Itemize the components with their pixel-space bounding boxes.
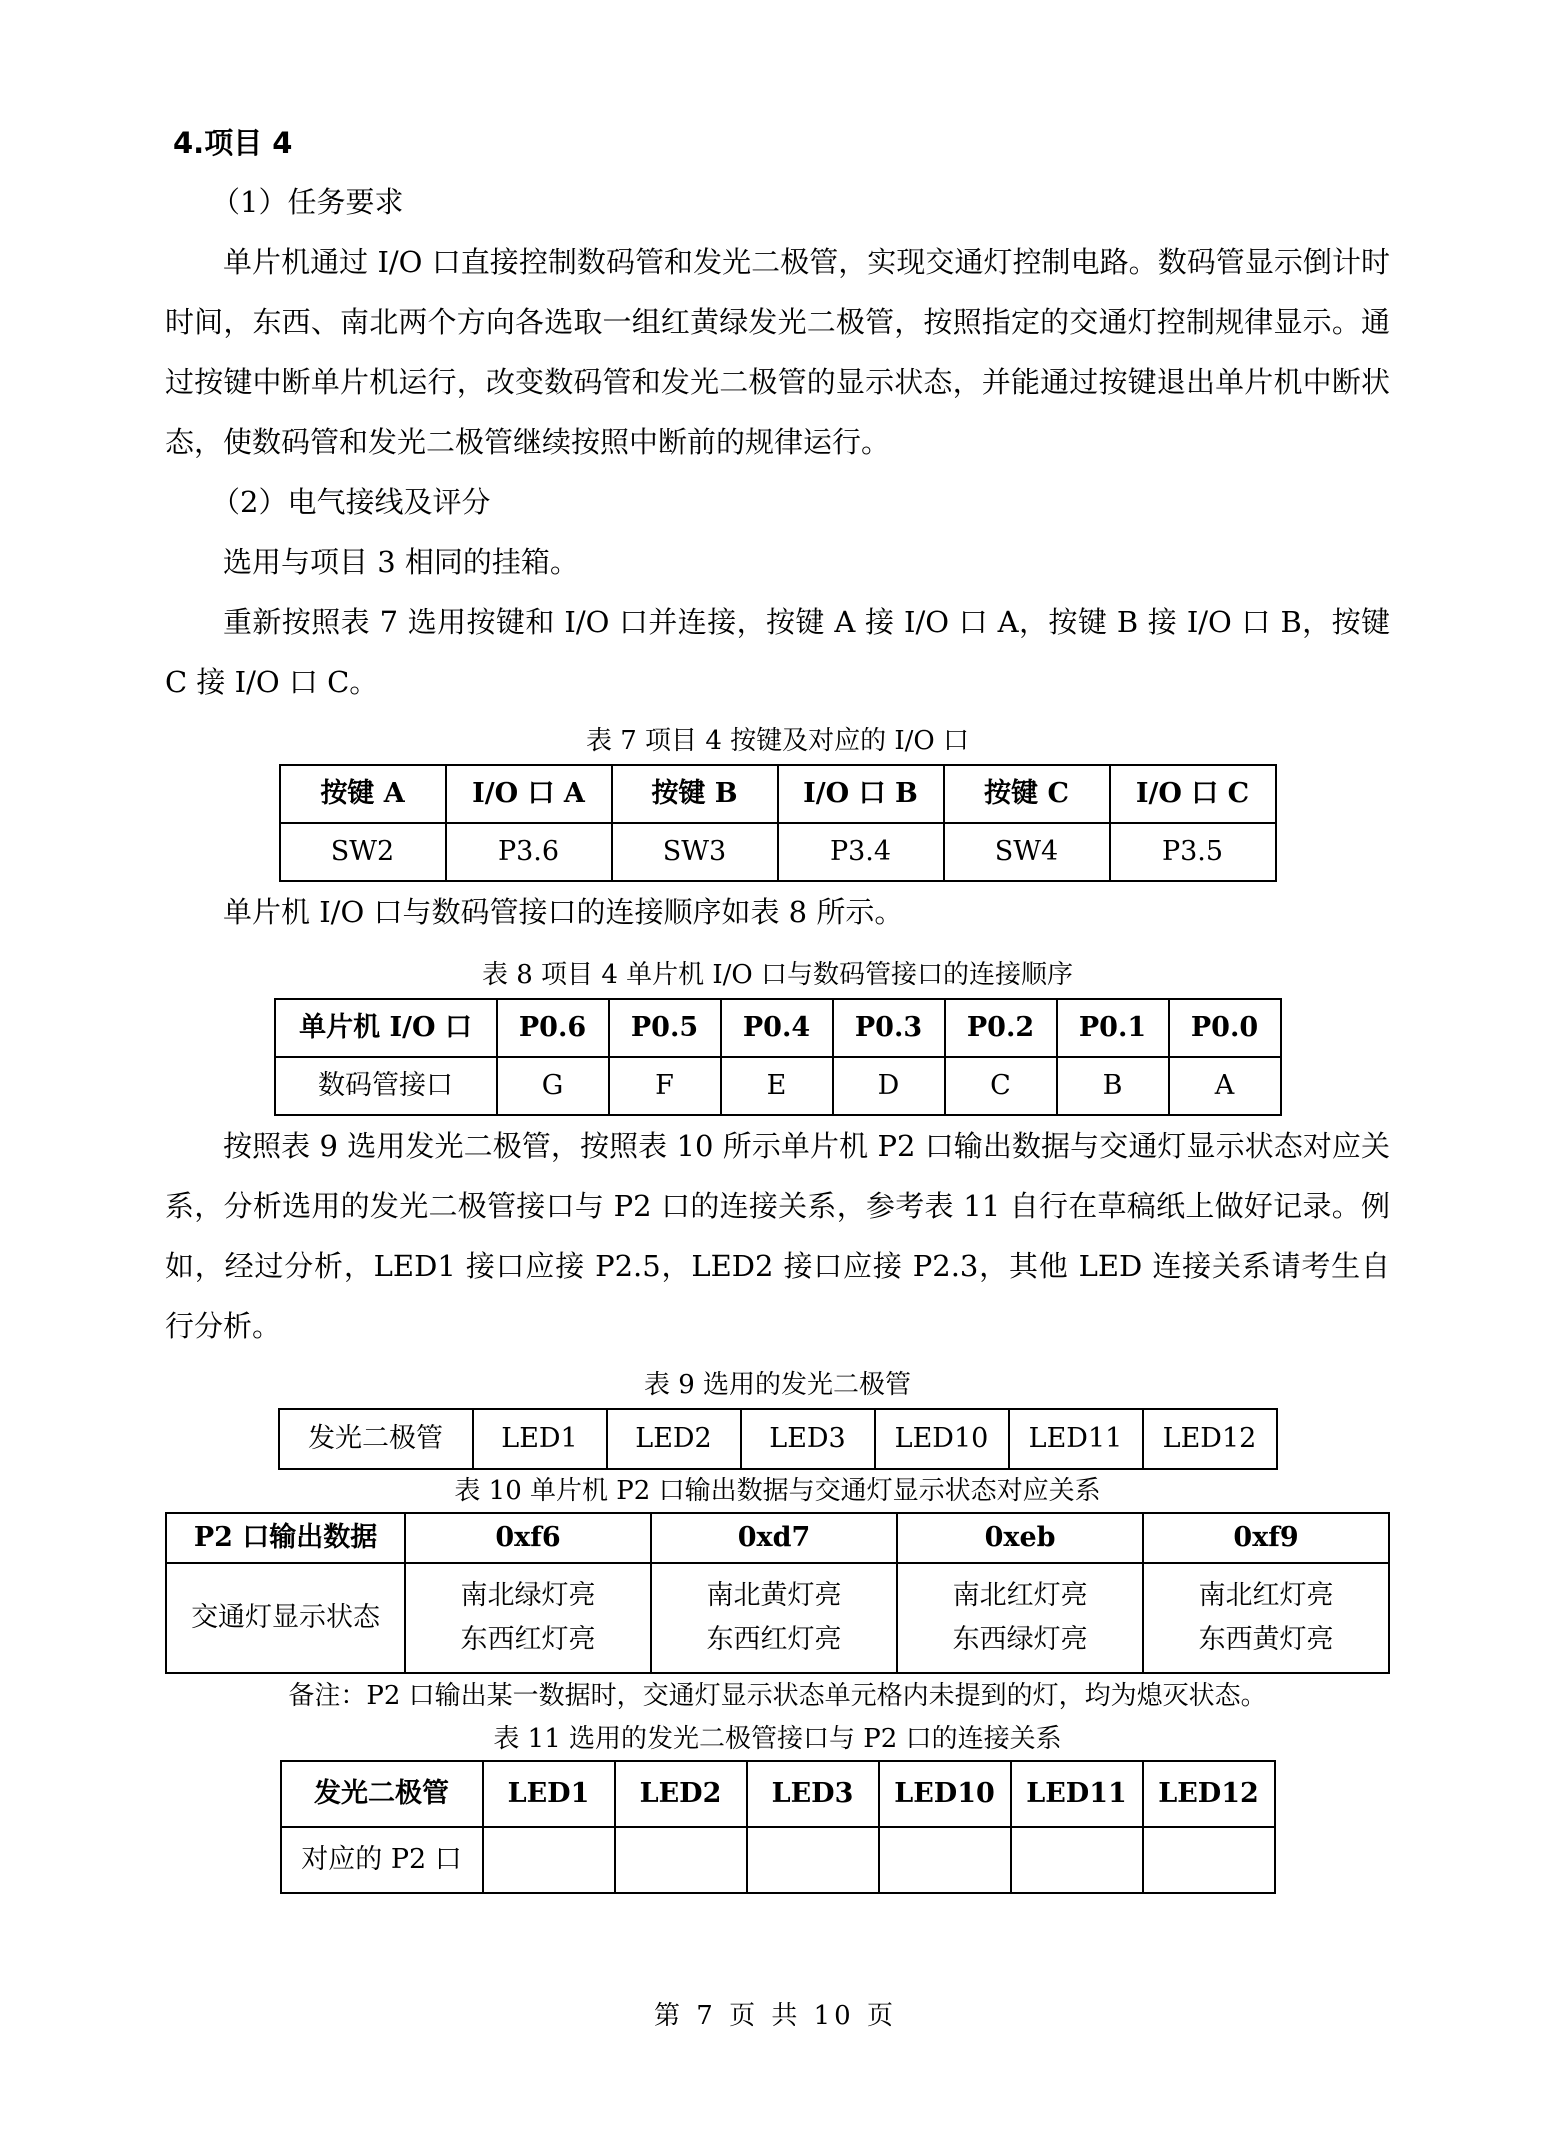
table-row [166, 1563, 1389, 1673]
table10-row-label: 交通灯显示状态 [166, 1563, 405, 1673]
paragraph-keys-io: 重新按照表 7 选用按键和 I/O 口并连接，按键 A 接 I/O 口 A，按键 B 接 I/O 口 B，按键 C 接 I/O 口 C。 [165, 605, 1390, 699]
table8-data-cell: E [721, 1057, 833, 1115]
table8-data-cell: C [945, 1057, 1057, 1115]
paragraph-led-analysis: 按照表 9 选用发光二极管，按照表 10 所示单片机 P2 口输出数据与交通灯显示状态对应关系，分析选用的发光二极管接口与 P2 口的连接关系，参考表 11 自行在草稿纸上做好记录。例如，经过分析，LED1 接口应接 P2.5，LED2 接口应接 P2.3，其他 LED 连接关系请考生自行分析。 [165, 1129, 1390, 1343]
table11-header-cell: LED2 [615, 1761, 747, 1827]
table7-header-cell: I/O 口 B [778, 765, 944, 823]
table10-state-line: 南北红灯亮 [1198, 1580, 1334, 1611]
table11-answer-cell[interactable] [1143, 1827, 1275, 1893]
table10-wrapper [165, 1512, 1390, 1674]
table7-header-cell: 按键 B [612, 765, 778, 823]
table7-data-cell: P3.5 [1110, 823, 1276, 881]
table10-state-line: 东西黄灯亮 [1198, 1624, 1334, 1655]
page-content [165, 120, 1390, 1894]
table10-header-cell: 0xeb [897, 1513, 1143, 1563]
table11-wrapper [165, 1760, 1390, 1894]
table10-header-cell: 0xf6 [405, 1513, 651, 1563]
table8-header-cell: P0.6 [497, 999, 609, 1057]
table10-row-label: P2 口输出数据 [166, 1513, 405, 1563]
table10-data-cell [1143, 1563, 1389, 1673]
table10-state-line: 南北黄灯亮 [706, 1580, 842, 1611]
table9-row-label: 发光二极管 [279, 1409, 473, 1469]
table9-data-cell: LED1 [473, 1409, 607, 1469]
table-row [281, 1827, 1275, 1893]
table10-data-cell [897, 1563, 1143, 1673]
table11-header-cell: LED10 [879, 1761, 1011, 1827]
table7-header-cell: I/O 口 A [446, 765, 612, 823]
table8-caption: 表 8 项目 4 单片机 I/O 口与数码管接口的连接顺序 [481, 960, 1074, 990]
table10-state-line: 南北绿灯亮 [460, 1580, 596, 1611]
table8-data-cell: D [833, 1057, 945, 1115]
table11-caption: 表 11 选用的发光二极管接口与 P2 口的连接关系 [493, 1724, 1062, 1754]
table7-data-cell: P3.4 [778, 823, 944, 881]
table9-caption: 表 9 选用的发光二极管 [643, 1370, 912, 1400]
table10-header-cell: 0xd7 [651, 1513, 897, 1563]
table8-header-cell: P0.4 [721, 999, 833, 1057]
table8-data-cell: A [1169, 1057, 1281, 1115]
subheading-wiring-scoring: （2）电气接线及评分 [211, 485, 491, 519]
table11-answer-cell[interactable] [615, 1827, 747, 1893]
table8-header-cell: P0.0 [1169, 999, 1281, 1057]
table11-answer-cell[interactable] [1011, 1827, 1143, 1893]
table10-state-line: 东西红灯亮 [706, 1624, 842, 1655]
table10-header-cell: 0xf9 [1143, 1513, 1389, 1563]
table8-data-cell: G [497, 1057, 609, 1115]
paragraph-io-digit-order: 单片机 I/O 口与数码管接口的连接顺序如表 8 所示。 [223, 895, 904, 929]
table-row [279, 1409, 1277, 1469]
table10-note: 备注：P2 口输出某一数据时，交通灯显示状态单元格内未提到的灯，均为熄灭状态。 [288, 1681, 1267, 1711]
table8-header-cell: P0.5 [609, 999, 721, 1057]
table10-data-cell [405, 1563, 651, 1673]
table11-answer-cell[interactable] [879, 1827, 1011, 1893]
table8-row-label: 单片机 I/O 口 [275, 999, 497, 1057]
table-row [275, 999, 1281, 1057]
subheading-task-requirements: （1）任务要求 [211, 185, 404, 219]
paragraph-select-box: 选用与项目 3 相同的挂箱。 [223, 545, 579, 579]
table-led-p2-mapping-blank [280, 1760, 1276, 1894]
table-row [280, 823, 1276, 881]
table-io-digit-connection [274, 998, 1282, 1116]
table9-wrapper [165, 1408, 1390, 1470]
table8-row-label: 数码管接口 [275, 1057, 497, 1115]
table9-data-cell: LED11 [1009, 1409, 1143, 1469]
table7-data-cell: SW2 [280, 823, 446, 881]
table11-header-cell: LED12 [1143, 1761, 1275, 1827]
table-row [275, 1057, 1281, 1115]
table10-state-line: 东西绿灯亮 [952, 1624, 1088, 1655]
table10-caption: 表 10 单片机 P2 口输出数据与交通灯显示状态对应关系 [454, 1476, 1101, 1506]
table7-caption: 表 7 项目 4 按键及对应的 I/O 口 [585, 726, 970, 756]
table7-header-cell: 按键 A [280, 765, 446, 823]
table-p2-traffic-light-states [165, 1512, 1390, 1674]
table8-data-cell: F [609, 1057, 721, 1115]
table7-header-cell: 按键 C [944, 765, 1110, 823]
paragraph-task-requirements: 单片机通过 I/O 口直接控制数码管和发光二极管，实现交通灯控制电路。数码管显示倒计时时间，东西、南北两个方向各选取一组红黄绿发光二极管，按照指定的交通灯控制规律显示。通过按键中断单片机运行，改变数码管和发光二极管的显示状态，并能通过按键退出单片机中断状态，使数码管和发光二极管继续按照中断前的规律运行。 [165, 245, 1390, 459]
table8-data-cell: B [1057, 1057, 1169, 1115]
table10-state-line: 南北红灯亮 [952, 1580, 1088, 1611]
table11-row-label: 对应的 P2 口 [281, 1827, 483, 1893]
table11-header-cell: LED3 [747, 1761, 879, 1827]
table8-wrapper [165, 998, 1390, 1116]
table7-header-cell: I/O 口 C [1110, 765, 1276, 823]
table8-header-cell: P0.2 [945, 999, 1057, 1057]
table-row [280, 765, 1276, 823]
table11-row-label: 发光二极管 [281, 1761, 483, 1827]
table9-data-cell: LED3 [741, 1409, 875, 1469]
table-row [281, 1761, 1275, 1827]
table-row [166, 1513, 1389, 1563]
table7-data-cell: SW4 [944, 823, 1110, 881]
page-footer: 第 7 页 共 10 页 [654, 2001, 897, 2031]
table11-header-cell: LED11 [1011, 1761, 1143, 1827]
table11-answer-cell[interactable] [747, 1827, 879, 1893]
table9-data-cell: LED12 [1143, 1409, 1277, 1469]
table9-data-cell: LED2 [607, 1409, 741, 1469]
table-key-io-mapping [279, 764, 1277, 882]
table7-wrapper [165, 764, 1390, 882]
table7-data-cell: SW3 [612, 823, 778, 881]
section-heading: 4.项目 4 [173, 126, 293, 160]
table8-header-cell: P0.1 [1057, 999, 1169, 1057]
table-selected-leds [278, 1408, 1278, 1470]
table9-data-cell: LED10 [875, 1409, 1009, 1469]
table8-header-cell: P0.3 [833, 999, 945, 1057]
table10-state-line: 东西红灯亮 [460, 1624, 596, 1655]
table10-data-cell [651, 1563, 897, 1673]
table7-data-cell: P3.6 [446, 823, 612, 881]
table11-header-cell: LED1 [483, 1761, 615, 1827]
table11-answer-cell[interactable] [483, 1827, 615, 1893]
